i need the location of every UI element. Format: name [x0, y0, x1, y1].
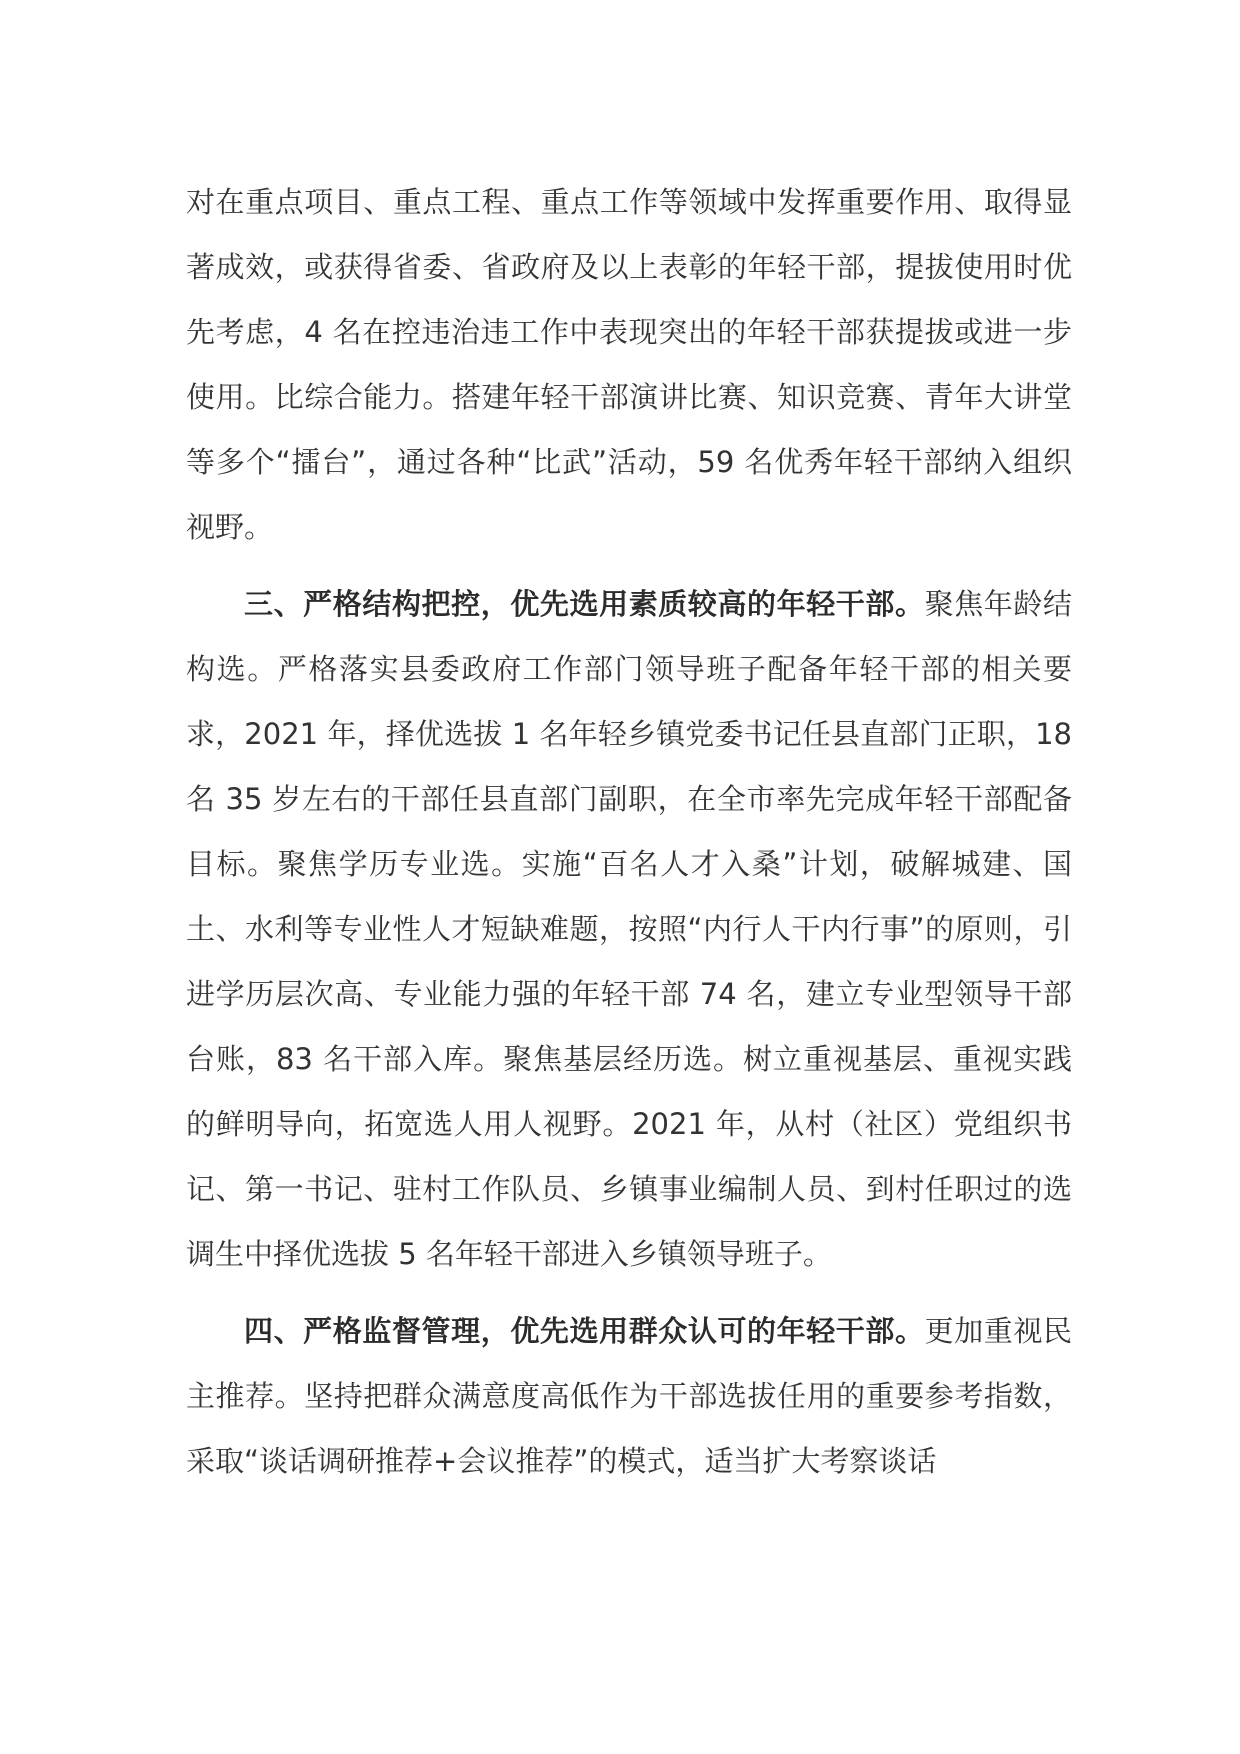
section-three-body: 聚焦年龄结构选。严格落实县委政府工作部门领导班子配备年轻干部的相关要求，2021 年，择优选拔 1 名年轻乡镇党委书记任县直部门正职，18 名 35 岁左右的干部任县直部门副职，在全市率先完成年轻干部配备目标。聚焦学历专业选。实施“百名人才入桑”计划，破解城建、国土、水利等专业性人才短缺难题，按照“内行人干内行事”的原则，引进学历层次高、专业能力强的年轻干部 74 名，建立专业型领导干部台账，83 名干部入库。聚焦基层经历选。树立重视基层、重视实践的鲜明导向，拓宽选人用人视野。2021 年，从村（社区）党组织书记、第一书记、驻村工作队员、乡镇事业编制人员、到村任职过的选调生中择优选拔 5 名年轻干部进入乡镇领导班子。	[186, 587, 1072, 1271]
document-body	[186, 170, 1072, 1494]
section-four-paragraph	[186, 1299, 1072, 1494]
section-three-heading: 三、严格结构把控，优先选用素质较高的年轻干部。	[244, 587, 925, 621]
section-three-paragraph	[186, 572, 1072, 1287]
section-four-body: 更加重视民主推荐。坚持把群众满意度高低作为干部选拔任用的重要参考指数，采取“谈话调研推荐+会议推荐”的模式，适当扩大考察谈话	[186, 1314, 1072, 1478]
section-four-heading: 四、严格监督管理，优先选用群众认可的年轻干部。	[244, 1314, 925, 1348]
paragraph-continuation: 对在重点项目、重点工程、重点工作等领域中发挥重要作用、取得显著成效，或获得省委、省政府及以上表彰的年轻干部，提拔使用时优先考虑，4 名在控违治违工作中表现突出的年轻干部获提拔或进一步使用。比综合能力。搭建年轻干部演讲比赛、知识竞赛、青年大讲堂等多个“擂台”，通过各种“比武”活动，59 名优秀年轻干部纳入组织视野。	[186, 185, 1072, 544]
